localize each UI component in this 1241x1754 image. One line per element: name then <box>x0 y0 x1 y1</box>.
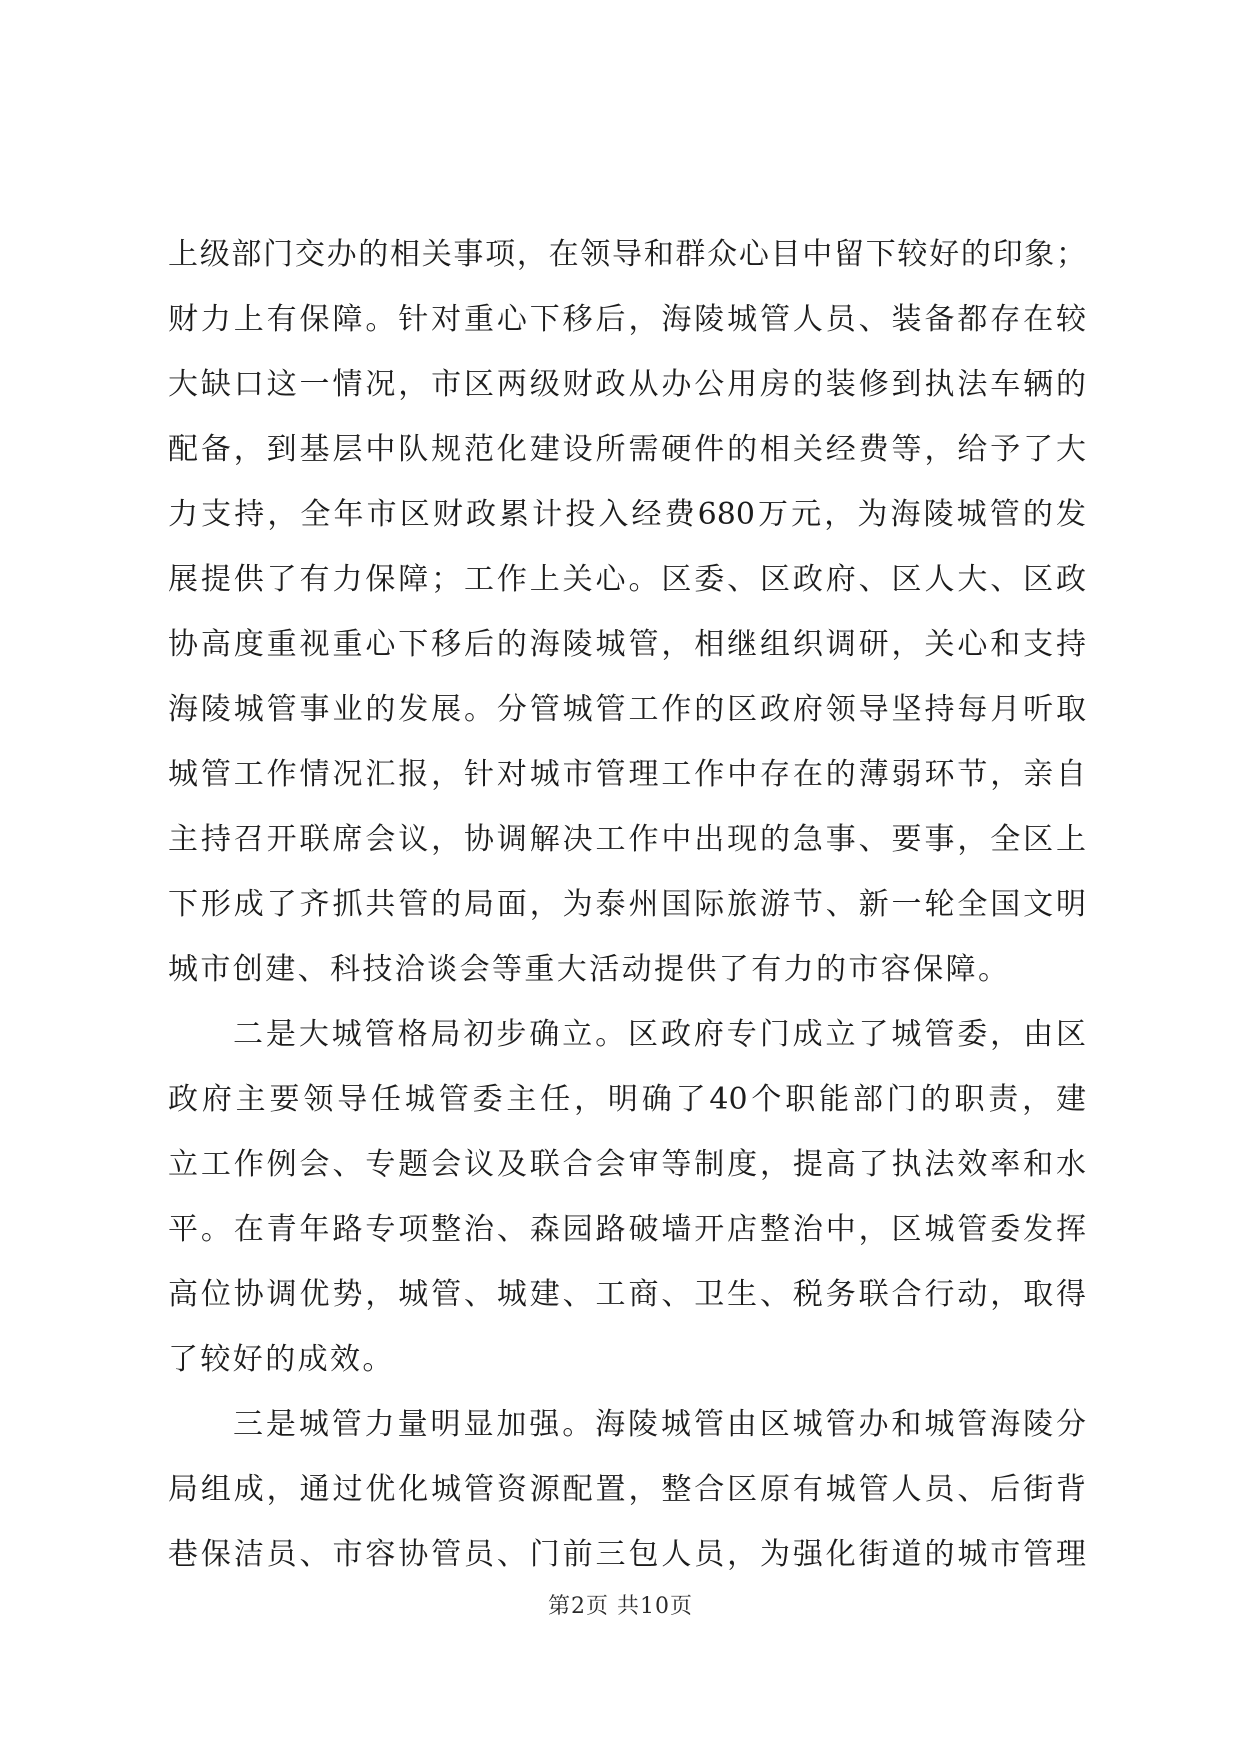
text-line: 配备，到基层中队规范化建设所需硬件的相关经费等，给予了大 <box>168 432 1086 467</box>
text-line: 上级部门交办的相关事项，在领导和群众心目中留下较好的印象； <box>168 237 1086 272</box>
text-line: 平。在青年路专项整治、森园路破墙开店整治中，区城管委发挥 <box>168 1212 1086 1247</box>
text-line: 海陵城管事业的发展。分管城管工作的区政府领导坚持每月听取 <box>168 692 1086 727</box>
text-line: 城管工作情况汇报，针对城市管理工作中存在的薄弱环节，亲自 <box>168 757 1086 792</box>
text-line: 二是大城管格局初步确立。区政府专门成立了城管委，由区 <box>233 1017 1086 1052</box>
paragraph <box>168 1392 1086 1587</box>
text-line: 下形成了齐抓共管的局面，为泰州国际旅游节、新一轮全国文明 <box>168 887 1086 922</box>
text-line: 立工作例会、专题会议及联合会审等制度，提高了执法效率和水 <box>168 1147 1086 1182</box>
paragraph <box>168 1002 1086 1392</box>
text-line: 财力上有保障。针对重心下移后，海陵城管人员、装备都存在较 <box>168 302 1086 337</box>
text-line: 高位协调优势，城管、城建、工商、卫生、税务联合行动，取得 <box>168 1277 1086 1312</box>
page-number: 第2页 共10页 <box>548 1594 693 1619</box>
page-footer <box>0 1592 1241 1622</box>
text-line: 政府主要领导任城管委主任，明确了40个职能部门的职责，建 <box>168 1082 1086 1117</box>
body-text <box>168 222 1086 1587</box>
text-line: 展提供了有力保障；工作上关心。区委、区政府、区人大、区政 <box>168 562 1086 597</box>
text-line: 城市创建、科技洽谈会等重大活动提供了有力的市容保障。 <box>168 952 1011 987</box>
text-line: 协高度重视重心下移后的海陵城管，相继组织调研，关心和支持 <box>168 627 1086 662</box>
text-line: 力支持，全年市区财政累计投入经费680万元，为海陵城管的发 <box>168 497 1086 532</box>
paragraph <box>168 222 1086 1002</box>
text-line: 大缺口这一情况，市区两级财政从办公用房的装修到执法车辆的 <box>168 367 1086 402</box>
text-line: 了较好的成效。 <box>168 1342 395 1377</box>
text-line: 三是城管力量明显加强。海陵城管由区城管办和城管海陵分 <box>233 1407 1086 1442</box>
text-line: 巷保洁员、市容协管员、门前三包人员，为强化街道的城市管理 <box>168 1537 1086 1572</box>
text-line: 局组成，通过优化城管资源配置，整合区原有城管人员、后街背 <box>168 1472 1086 1507</box>
text-line: 主持召开联席会议，协调解决工作中出现的急事、要事，全区上 <box>168 822 1086 857</box>
